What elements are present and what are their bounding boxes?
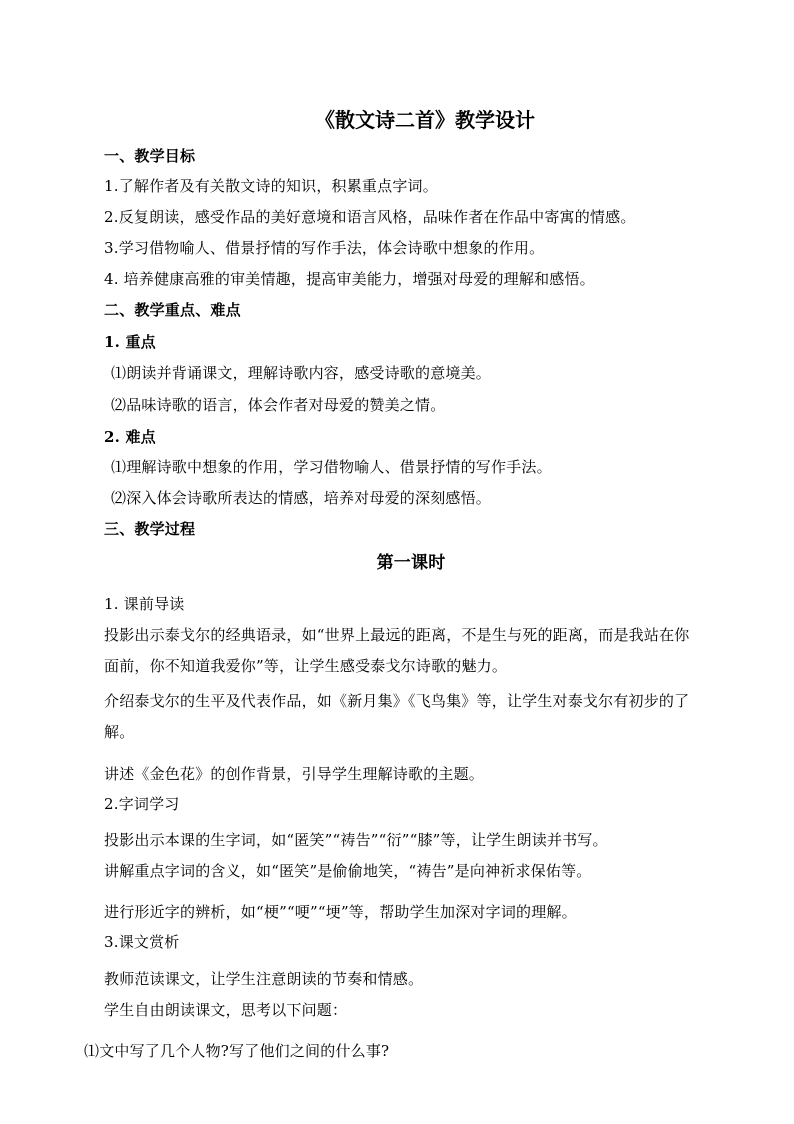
paragraph-line: 学生自由朗读课文，思考以下问题： <box>104 1001 348 1019</box>
difficult-item: ⑴理解诗歌中想象的作用，学习借物喻人、借景抒情的写作手法。 <box>111 458 552 476</box>
objective-item: 1.了解作者及有关散文诗的知识，积累重点字词。 <box>104 177 438 195</box>
subheading-difficult: 2. 难点 <box>104 428 156 446</box>
paragraph-line: 投影出示本课的生字词，如“匿笑”“祷告”“衍”“膝”等，让学生朗读并书写。 <box>104 831 608 849</box>
key-item: ⑴朗读并背诵课文，理解诗歌内容，感受诗歌的意境美。 <box>111 364 492 382</box>
paragraph-line: 介绍泰戈尔的生平及代表作品，如《新月集》《飞鸟集》等，让学生对泰戈尔有初步的了 <box>104 692 690 710</box>
objective-item: 2.反复朗读，感受作品的美好意境和语言风格，品味作者在作品中寄寓的情感。 <box>104 208 636 226</box>
step-label: 3.课文赏析 <box>104 933 180 951</box>
objective-item: 3.学习借物喻人、借景抒情的写作手法，体会诗歌中想象的作用。 <box>104 239 545 257</box>
question-item: ⑴文中写了几个人物?写了他们之间的什么事? <box>84 1042 390 1060</box>
objective-item: 4. 培养健康高雅的审美情趣，提高审美能力，增强对母爱的理解和感悟。 <box>104 270 595 288</box>
lesson-heading: 第一课时 <box>376 553 446 573</box>
paragraph-line: 讲解重点字词的含义，如“匿笑”是偷偷地笑，“祷告”是向神祈求保佑等。 <box>104 862 592 880</box>
section-heading-objectives: 一、教学目标 <box>104 147 196 165</box>
section-heading-key-points: 二、教学重点、难点 <box>104 301 241 319</box>
paragraph-line: 投影出示泰戈尔的经典语录，如“世界上最远的距离，不是生与死的距离，而是我站在你 <box>104 626 690 644</box>
step-label: 2.字词学习 <box>104 795 180 813</box>
paragraph-line: 讲述《金色花》的创作背景，引导学生理解诗歌的主题。 <box>104 765 485 783</box>
subheading-key: 1. 重点 <box>104 333 156 351</box>
key-item: ⑵品味诗歌的语言，体会作者对母爱的赞美之情。 <box>111 396 446 414</box>
difficult-item: ⑵深入体会诗歌所表达的情感，培养对母爱的深刻感悟。 <box>111 489 492 507</box>
document-title: 《散文诗二首》教学设计 <box>315 108 535 132</box>
paragraph-line: 进行形近字的辨析，如“梗”“哽”“埂”等，帮助学生加深对字词的理解。 <box>104 903 577 921</box>
paragraph-line: 面前，你不知道我爱你”等，让学生感受泰戈尔诗歌的魅力。 <box>104 657 508 675</box>
paragraph-line: 解。 <box>104 723 135 741</box>
step-label: 1. 课前导读 <box>104 595 185 613</box>
section-heading-process: 三、教学过程 <box>104 520 196 538</box>
paragraph-line: 教师范读课文，让学生注意朗读的节奏和情感。 <box>104 970 424 988</box>
